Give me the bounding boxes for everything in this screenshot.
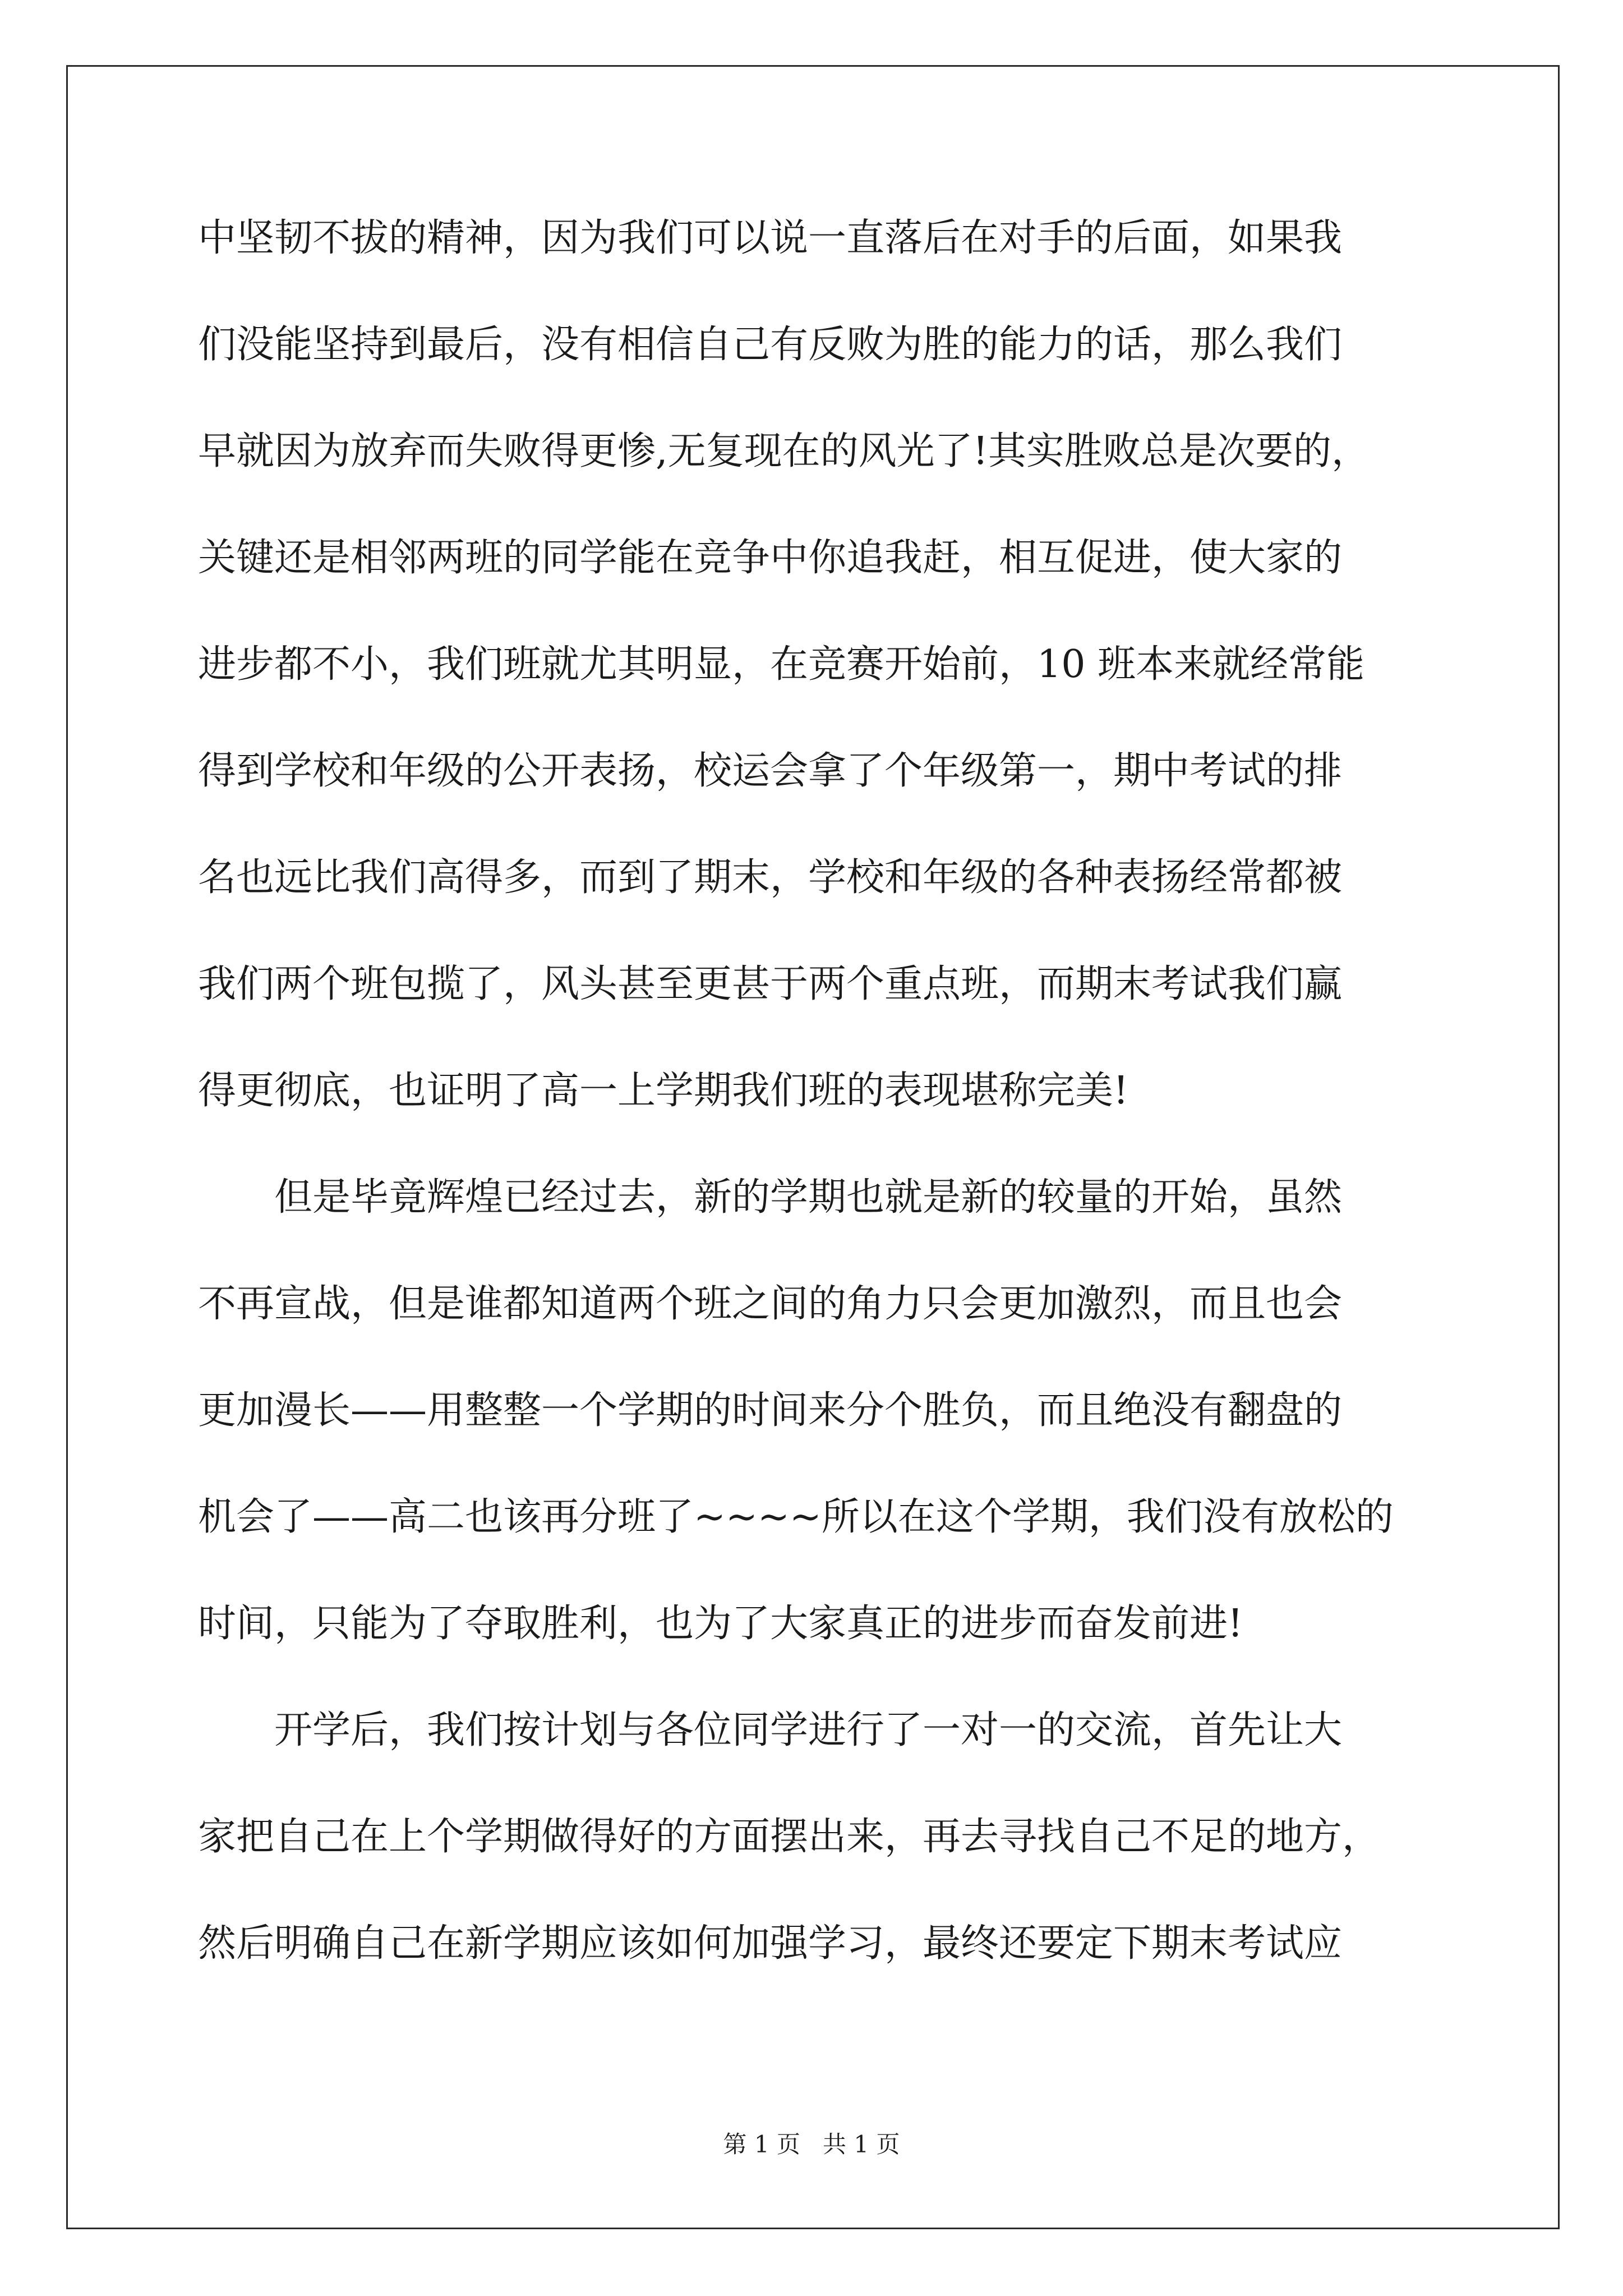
text-line: 更加漫长——用整整一个学期的时间来分个胜负，而且绝没有翻盘的 — [198, 1388, 1343, 1433]
text-line: 进步都不小，我们班就尤其明显，在竞赛开始前，10 班本来就经常能 — [198, 642, 1365, 687]
text-line: 我们两个班包揽了，风头甚至更甚于两个重点班，而期末考试我们赢 — [198, 962, 1343, 1006]
text-line: 早就因为放弃而失败得更惨,无复现在的风光了!其实胜败总是次要的， — [198, 429, 1370, 473]
text-line: 们没能坚持到最后，没有相信自己有反败为胜的能力的话，那么我们 — [198, 323, 1343, 367]
text-line: 时间，只能为了夺取胜利，也为了大家真正的进步而奋发前进! — [198, 1602, 1243, 1646]
text-line: 中坚韧不拔的精神，因为我们可以说一直落后在对手的后面，如果我 — [198, 216, 1343, 260]
text-line: 得更彻底，也证明了高一上学期我们班的表现堪称完美! — [198, 1069, 1129, 1113]
paragraph-first-line: 开学后，我们按计划与各位同学进行了一对一的交流，首先让大 — [274, 1708, 1343, 1752]
paragraph-first-line: 但是毕竟辉煌已经过去，新的学期也就是新的较量的开始，虽然 — [274, 1175, 1343, 1220]
text-line: 不再宣战，但是谁都知道两个班之间的角力只会更加激烈，而且也会 — [198, 1282, 1343, 1326]
text-line: 名也远比我们高得多，而到了期末，学校和年级的各种表扬经常都被 — [198, 855, 1343, 900]
text-line: 关键还是相邻两班的同学能在竞争中你追我赶，相互促进，使大家的 — [198, 536, 1343, 580]
page-footer: 第 1 页 共 1 页 — [723, 2131, 900, 2158]
text-line: 然后明确自己在新学期应该如何加强学习，最终还要定下期末考试应 — [198, 1921, 1343, 1966]
text-line: 家把自己在上个学期做得好的方面摆出来，再去寻找自己不足的地方， — [198, 1815, 1381, 1859]
text-line: 得到学校和年级的公开表扬，校运会拿了个年级第一，期中考试的排 — [198, 749, 1343, 793]
text-line: 机会了——高二也该再分班了~~~~所以在这个学期，我们没有放松的 — [198, 1495, 1394, 1539]
document-body — [198, 216, 1435, 2031]
